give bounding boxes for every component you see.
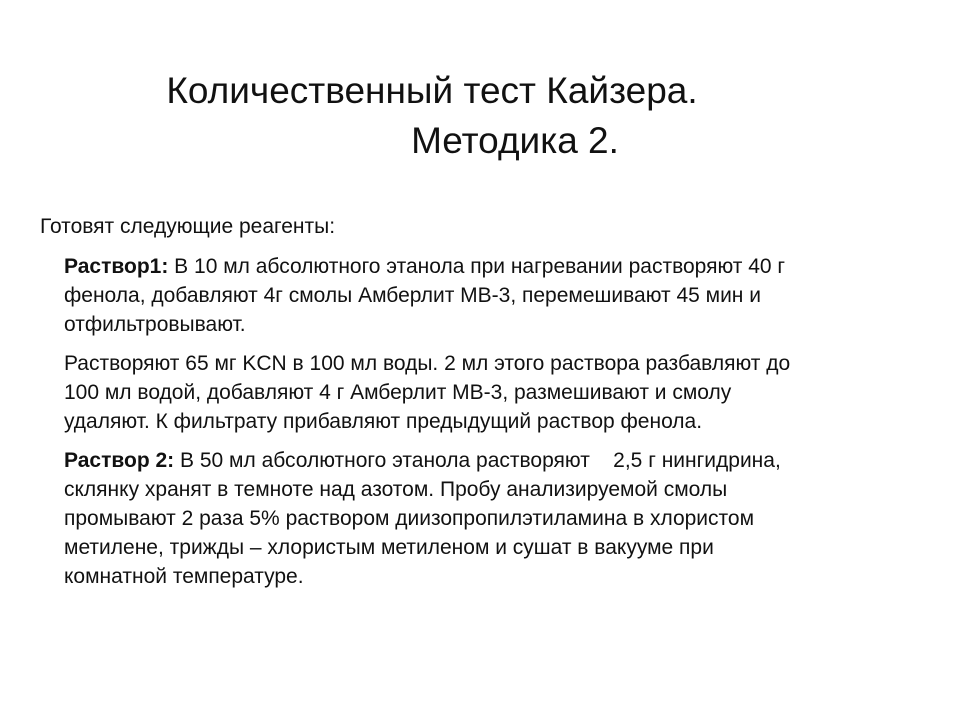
solution-2-line-1 <box>64 446 924 475</box>
solution-2-line-5: комнатной температуре. <box>64 565 304 588</box>
solution-1-paragraph <box>64 252 924 339</box>
kcn-line-3: удаляют. К фильтрату прибавляют предыдущий раствор фенола. <box>64 410 703 433</box>
kcn-line-2: 100 мл водой, добавляют 4 г Амберлит МВ-3, размешивают и смолу <box>64 381 732 404</box>
solution-1-line-1 <box>64 252 924 281</box>
solution-2-line-3: промывают 2 раза 5% раствором диизопропилэтиламина в хлористом <box>64 507 755 530</box>
solution-1-line-2: фенола, добавляют 4г смолы Амберлит МВ-3, перемешивают 45 мин и <box>64 284 761 307</box>
kcn-line-1: Растворяют 65 мг KCN в 100 мл воды. 2 мл этого раствора разбавляют до <box>64 352 791 375</box>
solution-2-paragraph <box>64 446 924 591</box>
solution-2-line-2: склянку хранят в темноте над азотом. Пробу анализируемой смолы <box>64 478 728 501</box>
solution-2-label: Раствор 2: <box>64 449 175 472</box>
solution-2-line-4: метилене, трижды – хлористым метиленом и сушат в вакууме при <box>64 536 714 559</box>
solution-2-text-1: В 50 мл абсолютного этанола растворяют 2,5 г нингидрина, <box>174 449 781 472</box>
solution-1-text-1: В 10 мл абсолютного этанола при нагревании растворяют 40 г <box>168 255 786 278</box>
title-line-1: Количественный тест Кайзера. <box>166 70 698 111</box>
kcn-paragraph <box>64 349 924 436</box>
solution-1-label: Раствор1: <box>64 255 169 278</box>
intro-text: Готовят следующие реагенты: <box>40 215 336 238</box>
title-line-2: Методика 2. <box>411 120 619 161</box>
solution-1-line-3: отфильтровывают. <box>64 313 246 336</box>
slide-title <box>0 66 960 166</box>
